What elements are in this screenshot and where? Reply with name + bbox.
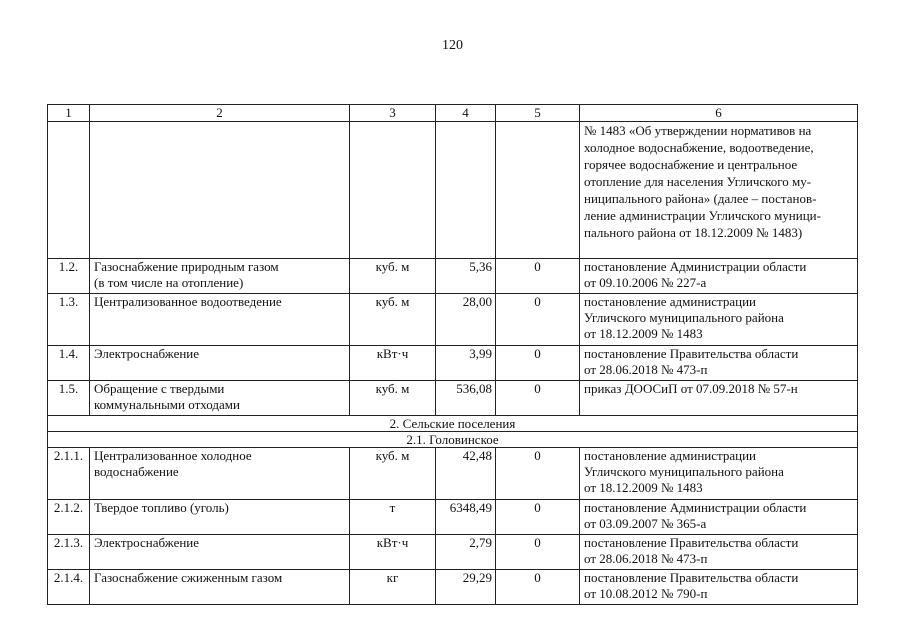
row-value: 42,48	[436, 448, 496, 500]
row-value: 3,99	[436, 346, 496, 381]
row-name: Обращение с твердыми коммунальными отходами	[90, 381, 350, 416]
row-value: 2,79	[436, 535, 496, 570]
table-header-row	[48, 105, 858, 122]
row-unit: т	[350, 500, 436, 535]
row-name: Газоснабжение сжиженным газом	[90, 570, 350, 605]
row-document: постановление администрации Угличского муниципального района от 18.12.2009 № 1483	[580, 448, 858, 500]
table-row	[48, 294, 858, 346]
norms-table	[47, 104, 858, 605]
header-cell: 2	[90, 105, 350, 122]
header-cell: 3	[350, 105, 436, 122]
row-name: Газоснабжение природным газом (в том числе на отопление)	[90, 259, 350, 294]
table-row	[48, 259, 858, 294]
row-value: 6348,49	[436, 500, 496, 535]
row-number: 1.2.	[48, 259, 90, 294]
row-number: 2.1.4.	[48, 570, 90, 605]
row-col5: 0	[496, 259, 580, 294]
row-col5: 0	[496, 570, 580, 605]
row-name: Твердое топливо (уголь)	[90, 500, 350, 535]
continuation-doc-cell	[580, 122, 858, 259]
row-col5: 0	[496, 448, 580, 500]
row-number: 1.3.	[48, 294, 90, 346]
continuation-row	[48, 122, 858, 259]
table-row	[48, 346, 858, 381]
row-col5: 0	[496, 500, 580, 535]
row-col5: 0	[496, 346, 580, 381]
row-document: постановление Администрации области от 09.10.2006 № 227-а	[580, 259, 858, 294]
row-name: Электроснабжение	[90, 535, 350, 570]
continuation-text: № 1483 «Об утверждении нормативов на холодное водоснабжение, водоотведение, горячее водоснабжение и центральное отопление для населения Угличского му- ниципального района» (далее – постанов- ление администрации Угличского муници- пального района от 18.12.2009 № 1483)	[584, 123, 821, 240]
row-number: 1.5.	[48, 381, 90, 416]
header-cell: 5	[496, 105, 580, 122]
table-row	[48, 448, 858, 500]
row-document: постановление Правительства области от 28.06.2018 № 473-п	[580, 535, 858, 570]
row-number: 2.1.3.	[48, 535, 90, 570]
subsection-row	[48, 432, 858, 448]
row-unit: кг	[350, 570, 436, 605]
row-unit: куб. м	[350, 381, 436, 416]
section-title: 2. Сельские поселения	[48, 416, 858, 432]
section-row	[48, 416, 858, 432]
row-unit: куб. м	[350, 294, 436, 346]
page-number: 120	[442, 38, 463, 53]
row-document: постановление Администрации области от 03.09.2007 № 365-а	[580, 500, 858, 535]
table-row	[48, 535, 858, 570]
row-col5: 0	[496, 381, 580, 416]
row-name: Электроснабжение	[90, 346, 350, 381]
row-document: постановление Правительства области от 28.06.2018 № 473-п	[580, 346, 858, 381]
row-value: 5,36	[436, 259, 496, 294]
row-name: Централизованное водоотведение	[90, 294, 350, 346]
row-value: 536,08	[436, 381, 496, 416]
table-row	[48, 570, 858, 605]
empty-cell	[48, 122, 90, 259]
row-number: 2.1.1.	[48, 448, 90, 500]
row-number: 1.4.	[48, 346, 90, 381]
row-document: постановление Правительства области от 10.08.2012 № 790-п	[580, 570, 858, 605]
row-col5: 0	[496, 535, 580, 570]
row-unit: куб. м	[350, 448, 436, 500]
header-cell: 1	[48, 105, 90, 122]
row-col5: 0	[496, 294, 580, 346]
row-unit: кВт·ч	[350, 346, 436, 381]
row-value: 28,00	[436, 294, 496, 346]
row-value: 29,29	[436, 570, 496, 605]
header-cell: 4	[436, 105, 496, 122]
empty-cell	[350, 122, 436, 259]
empty-cell	[496, 122, 580, 259]
row-unit: кВт·ч	[350, 535, 436, 570]
row-number: 2.1.2.	[48, 500, 90, 535]
header-cell: 6	[580, 105, 858, 122]
subsection-title: 2.1. Головинское	[48, 432, 858, 448]
row-document: приказ ДООСиП от 07.09.2018 № 57-н	[580, 381, 858, 416]
table-row	[48, 381, 858, 416]
empty-cell	[90, 122, 350, 259]
table-row	[48, 500, 858, 535]
row-name: Централизованное холодное водоснабжение	[90, 448, 350, 500]
empty-cell	[436, 122, 496, 259]
row-document: постановление администрации Угличского муниципального района от 18.12.2009 № 1483	[580, 294, 858, 346]
row-unit: куб. м	[350, 259, 436, 294]
